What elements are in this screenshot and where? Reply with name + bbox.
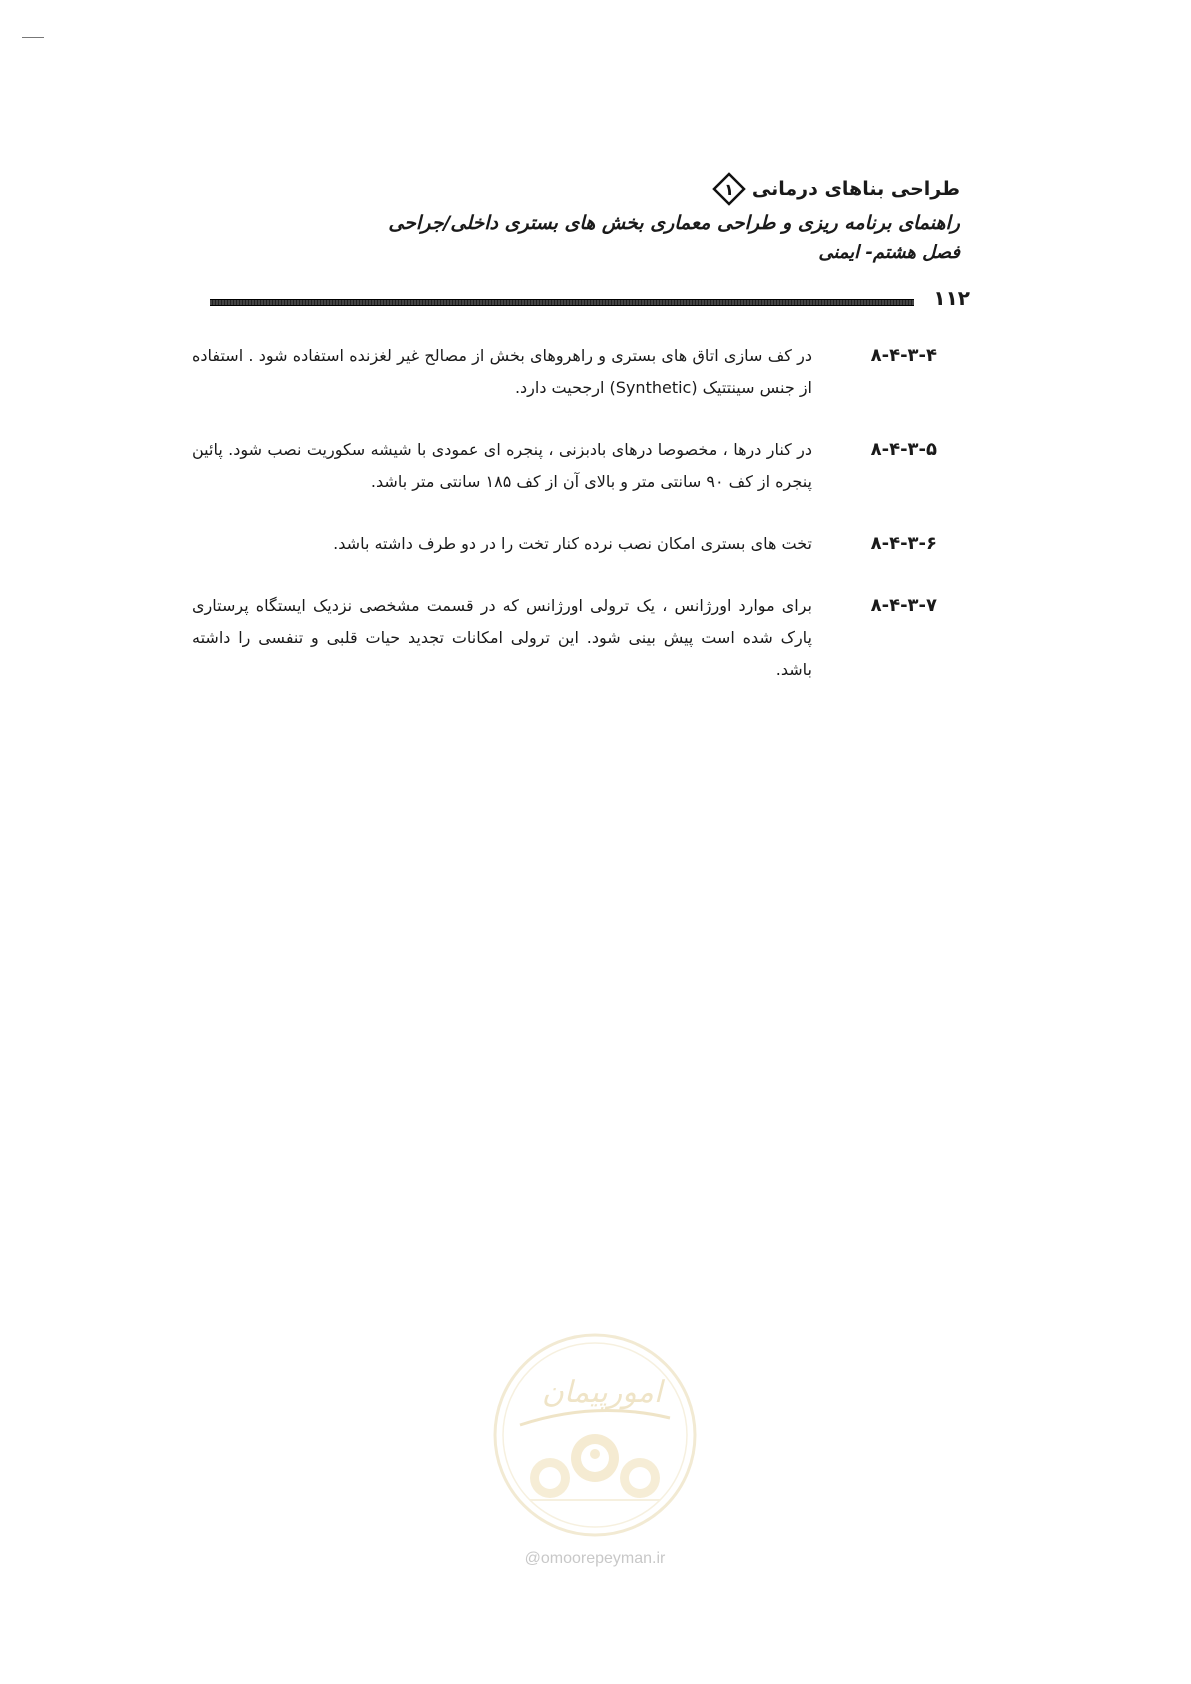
- clause-text: تخت های بستری امکان نصب نرده کنار تخت را در دو طرف داشته باشد.: [333, 534, 812, 553]
- chapter-title: فصل هشتم- ایمنی: [818, 242, 960, 263]
- list-item: [160, 528, 940, 560]
- clause-text: در کنار درها ، مخصوصا درهای بادبزنی ، پنجره ای عمودی با شیشه سکوریت نصب شود. پائین پنجره از کف ۹۰ سانتی متر و بالای آن از کف ۱۸۵ سانتی متر باشد.: [192, 440, 812, 491]
- clause-number: ۸-۴-۳-۴: [870, 345, 937, 366]
- list-item: [160, 340, 940, 404]
- corner-mark: [22, 37, 44, 38]
- book-title: طراحی بناهای درمانی: [751, 178, 960, 200]
- list-item: [160, 434, 940, 498]
- clause-list: [160, 340, 940, 716]
- clause-number: ۸-۴-۳-۵: [870, 439, 937, 460]
- clause-number: ۸-۴-۳-۶: [870, 533, 937, 554]
- header-rule-row: [210, 286, 970, 310]
- clause-number: ۸-۴-۳-۷: [870, 595, 937, 616]
- book-subtitle: راهنمای برنامه ریزی و طراحی معماری بخش های بستری داخلی/جراحی: [388, 212, 960, 234]
- page-number: ۱۱۲: [933, 286, 970, 310]
- volume-badge-number: ۱: [724, 180, 734, 199]
- clause-text: در کف سازی اتاق های بستری و راهروهای بخش از مصالح غیر لغزنده استفاده شود . استفاده از جنس سینتتیک (Synthetic) ارجحیت دارد.: [192, 346, 812, 397]
- watermark-logo-text: امورپیمان: [541, 1375, 663, 1410]
- watermark-site-text: @omoorepeyman.ir: [524, 1550, 666, 1567]
- volume-badge-icon: [712, 172, 746, 206]
- list-item: [160, 590, 940, 686]
- page-header: [205, 172, 960, 268]
- watermark-logo-icon: [490, 1330, 700, 1540]
- book-title-line: [205, 172, 960, 206]
- header-divider: [210, 299, 914, 306]
- clause-text: برای موارد اورژانس ، یک ترولی اورژانس که در قسمت مشخصی نزدیک ایستگاه پرستاری پارک شده است پیش بینی شود. این ترولی امکانات تجدید حیات قلبی و تنفسی را داشته باشد.: [192, 596, 812, 679]
